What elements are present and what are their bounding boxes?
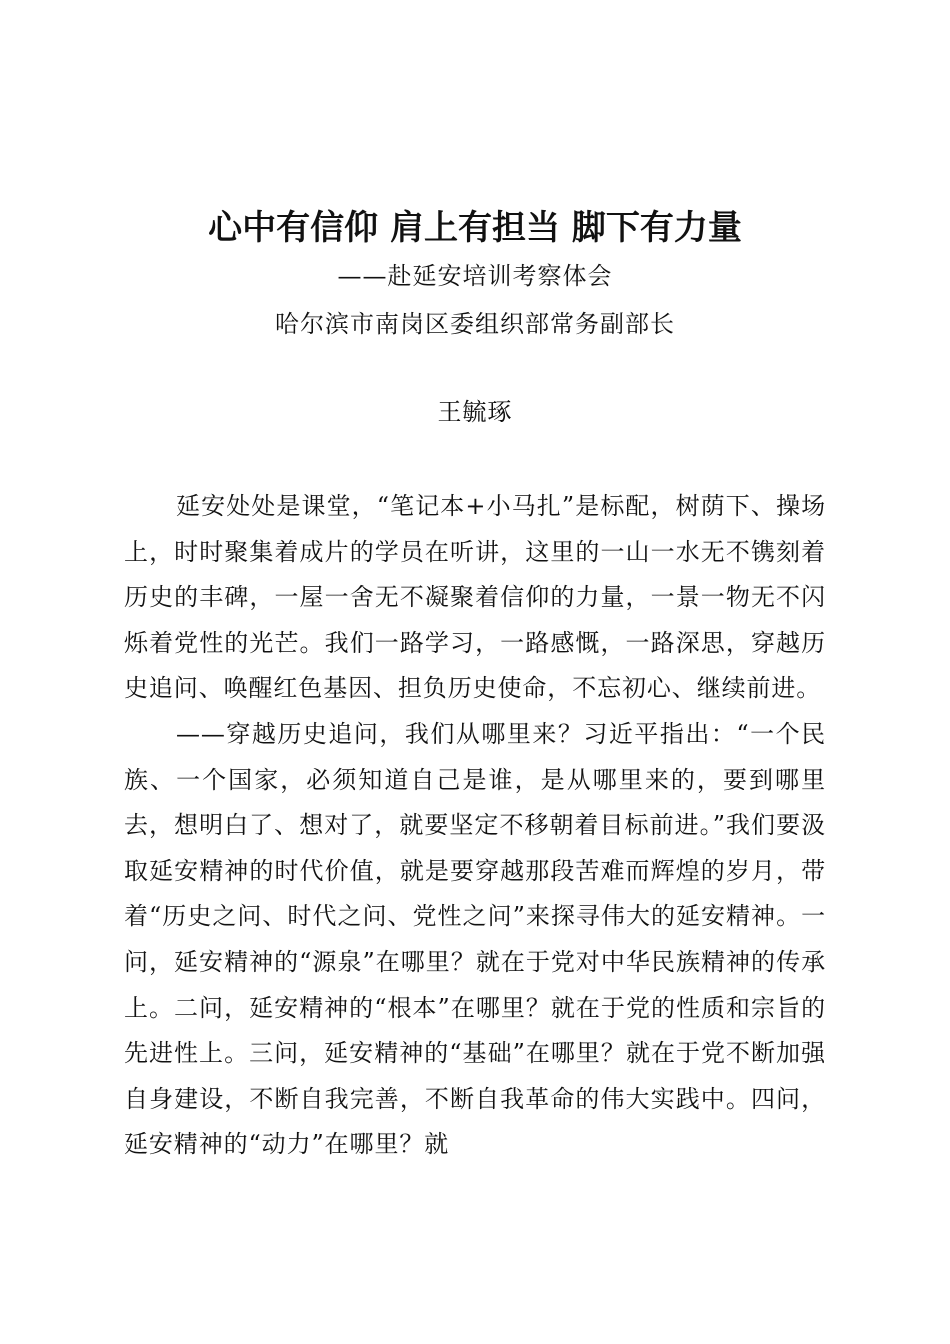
author-affiliation: 哈尔滨市南岗区委组织部常务副部长 — [275, 310, 675, 338]
author-name: 王毓琢 — [437, 398, 513, 426]
paragraph-1: 延安处处是课堂，“笔记本+小马扎”是标配，树荫下、操场上，时时聚集着成片的学员在听讲，这里的一山一水无不镌刻着历史的丰碑，一屋一舍无不凝聚着信仰的力量，一景一物无不闪烁着党性的光芒。我们一路学习，一路感慨，一路深思，穿越历史追问、唤醒红色基因、担负历史使命，不忘初心、继续前进。 — [124, 492, 826, 703]
paragraph-2: ——穿越历史追问，我们从哪里来？习近平指出：“一个民族、一个国家，必须知道自己是谁，是从哪里来的，要到哪里去，想明白了、想对了，就要坚定不移朝着目标前进。”我们要汲取延安精神的时代价值，就是要穿越那段苦难而辉煌的岁月，带着“历史之问、时代之问、党性之问”来探寻伟大的延安精神。一问，延安精神的“源泉”在哪里？就在于党对中华民族精神的传承上。二问，延安精神的“根本”在哪里？就在于党的性质和宗旨的先进性上。三问，延安精神的“基础”在哪里？就在于党不断加强自身建设，不断自我完善，不断自我革命的伟大实践中。四问，延安精神的“动力”在哪里？就 — [124, 719, 826, 1159]
document-title: 心中有信仰 肩上有担当 脚下有力量 — [208, 208, 742, 248]
document-subtitle: ——赴延安培训考察体会 — [337, 262, 613, 290]
document-body — [124, 484, 826, 1168]
